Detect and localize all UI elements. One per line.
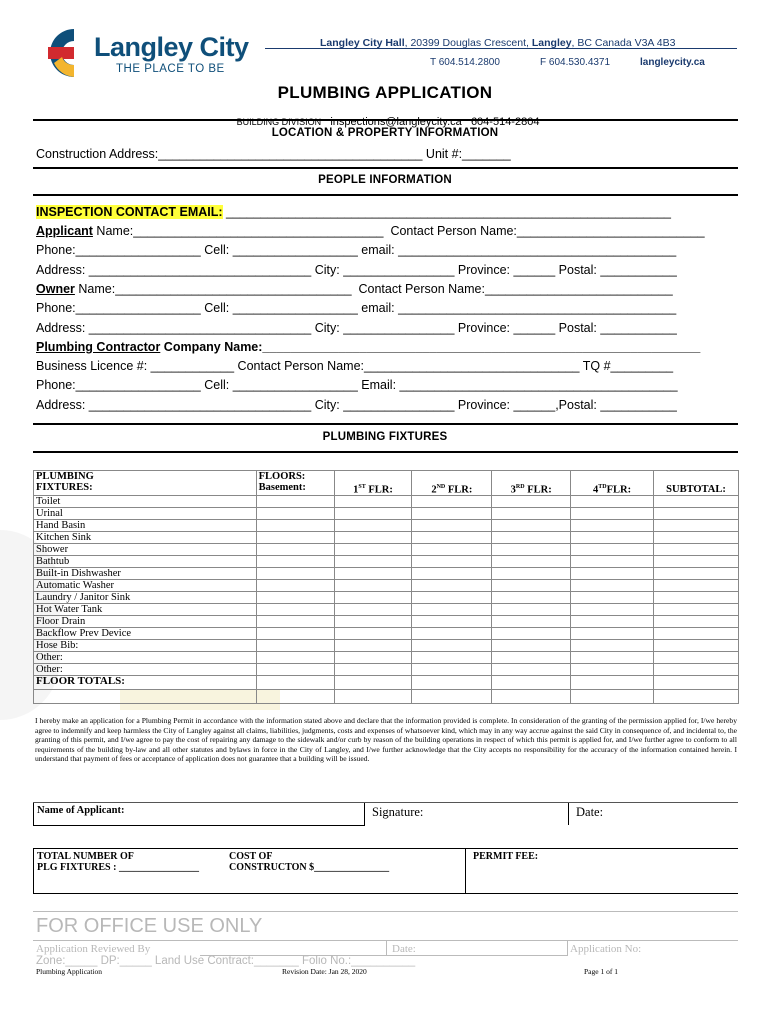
fixture-count-cell[interactable]: [571, 544, 654, 556]
fixture-count-cell[interactable]: [654, 604, 739, 616]
divider: [33, 911, 738, 912]
table-row: [34, 640, 739, 652]
signature-label: Signature:: [372, 805, 424, 819]
city-hall-address: Langley City Hall, 20399 Douglas Crescent, Langley, BC Canada V3A 4B3: [320, 37, 676, 49]
fixture-count-cell[interactable]: [492, 604, 571, 616]
fixture-count-cell[interactable]: [256, 592, 334, 604]
applicant-name-label: Name of Applicant:: [37, 805, 125, 816]
table-row: [34, 664, 739, 676]
fixture-count-cell[interactable]: [654, 652, 739, 664]
fixture-count-cell[interactable]: [334, 580, 412, 592]
fixture-count-cell[interactable]: [256, 640, 334, 652]
fixture-count-cell[interactable]: [492, 640, 571, 652]
total-cell[interactable]: [492, 676, 571, 690]
fixture-count-cell[interactable]: [412, 520, 492, 532]
fixture-label: Shower: [34, 544, 257, 556]
total-cell[interactable]: [334, 676, 412, 690]
subtitle: [0, 104, 770, 128]
fixture-count-cell[interactable]: [412, 604, 492, 616]
total-cell[interactable]: [256, 676, 334, 690]
fixture-count-cell[interactable]: [334, 640, 412, 652]
table-row: [34, 520, 739, 532]
office-date-input[interactable]: [386, 941, 568, 956]
fixture-count-cell[interactable]: [571, 580, 654, 592]
fixture-label: Backflow Prev Device: [34, 628, 257, 640]
fixture-count-cell[interactable]: [492, 568, 571, 580]
fixture-count-cell[interactable]: [654, 532, 739, 544]
fixture-count-cell[interactable]: [334, 496, 412, 508]
fixture-count-cell[interactable]: [492, 544, 571, 556]
total-cell[interactable]: [412, 676, 492, 690]
reviewed-by-input[interactable]: [200, 941, 386, 956]
fixture-count-cell[interactable]: [334, 652, 412, 664]
fixture-count-cell[interactable]: [571, 556, 654, 568]
fixture-label: Urinal: [34, 508, 257, 520]
fixture-count-cell[interactable]: [571, 520, 654, 532]
fixture-count-cell[interactable]: [571, 592, 654, 604]
fixture-count-cell[interactable]: [412, 532, 492, 544]
header-website[interactable]: langleycity.ca: [640, 57, 705, 68]
fixture-count-cell[interactable]: [492, 616, 571, 628]
fixture-label: Hot Water Tank: [34, 604, 257, 616]
fixture-count-cell[interactable]: [492, 664, 571, 676]
fixture-count-cell[interactable]: [412, 544, 492, 556]
fixture-count-cell[interactable]: [654, 544, 739, 556]
col-floor-4-header: $4^{TD}FLR$:: [571, 471, 654, 496]
fixture-count-cell[interactable]: [334, 628, 412, 640]
fixture-count-cell[interactable]: [334, 568, 412, 580]
signature-input[interactable]: [368, 803, 569, 825]
fixture-label: Kitchen Sink: [34, 532, 257, 544]
fixture-count-cell[interactable]: [492, 580, 571, 592]
fixture-count-cell[interactable]: [492, 508, 571, 520]
contractor-company-field[interactable]: Plumbing Contractor Company Name:_______________________________________________________________: [36, 340, 701, 354]
blank-cell: [571, 690, 654, 704]
fixture-count-cell[interactable]: [654, 496, 739, 508]
fixture-count-cell[interactable]: [334, 592, 412, 604]
total-fixtures-label[interactable]: TOTAL NUMBER OF PLG FIXTURES : ________________: [37, 851, 199, 873]
table-row: [34, 580, 739, 592]
fixture-count-cell[interactable]: [412, 616, 492, 628]
table-row: [34, 508, 739, 520]
section-location-title: LOCATION & PROPERTY INFORMATION: [271, 127, 499, 139]
table-header-row: [34, 471, 739, 496]
fixture-count-cell[interactable]: [256, 580, 334, 592]
applicant-address-field[interactable]: Address: ________________________________ City: ________________ Province: ______ Postal: ___________: [36, 263, 677, 277]
fixture-count-cell[interactable]: [654, 508, 739, 520]
fixture-label: Hose Bib:: [34, 640, 257, 652]
fixture-count-cell[interactable]: [654, 568, 739, 580]
fixture-count-cell[interactable]: [256, 616, 334, 628]
fixture-count-cell[interactable]: [256, 520, 334, 532]
fixture-count-cell[interactable]: [492, 532, 571, 544]
fixture-label: Built-in Dishwasher: [34, 568, 257, 580]
fixture-count-cell[interactable]: [492, 628, 571, 640]
applicant-name-field[interactable]: Applicant Name:____________________________________ Contact Person Name:___________________________: [36, 224, 705, 238]
owner-name-field[interactable]: Owner Name:__________________________________ Contact Person Name:___________________________: [36, 282, 673, 296]
fixture-count-cell[interactable]: [256, 544, 334, 556]
blank-cell: [654, 690, 739, 704]
logo-name: Langley City: [94, 32, 249, 62]
contractor-phone-field[interactable]: Phone:__________________ Cell: __________________ Email: ________________________________________: [36, 378, 678, 392]
blank-row: [34, 690, 739, 704]
blank-cell: [412, 690, 492, 704]
fixture-count-cell[interactable]: [334, 520, 412, 532]
section-people-title: PEOPLE INFORMATION: [318, 174, 452, 186]
header-phone: T 604.514.2800: [430, 57, 500, 68]
totals-divider: [465, 849, 466, 893]
construction-address-field[interactable]: Construction Address:______________________________________ Unit #:_______: [36, 147, 511, 161]
building-division: BUILDING DIVISION: [236, 117, 322, 127]
logo: [44, 27, 264, 77]
fixture-count-cell[interactable]: [571, 652, 654, 664]
floor-totals-label: FLOOR TOTALS:: [34, 676, 257, 690]
fixture-count-cell[interactable]: [256, 664, 334, 676]
col-basement-header: FLOORS: Basement:: [256, 471, 334, 496]
total-cell[interactable]: [654, 676, 739, 690]
table-row: [34, 532, 739, 544]
fixture-label: Automatic Washer: [34, 580, 257, 592]
header-fax: F 604.530.4371: [540, 57, 611, 68]
fixture-count-cell[interactable]: [654, 640, 739, 652]
division-email[interactable]: inspections@langleycity.ca: [330, 116, 462, 128]
fixture-label: Bathtub: [34, 556, 257, 568]
fixture-count-cell[interactable]: [412, 628, 492, 640]
fixture-count-cell[interactable]: [571, 616, 654, 628]
permit-fee-label[interactable]: PERMIT FEE:: [473, 851, 539, 862]
section-fixtures-title: PLUMBING FIXTURES: [322, 431, 448, 443]
zone-line[interactable]: Zone:_____ DP:_____ Land Use Contract:_______ Folio No.:__________: [36, 955, 416, 967]
fixture-count-cell[interactable]: [334, 604, 412, 616]
fixture-count-cell[interactable]: [256, 508, 334, 520]
fixture-count-cell[interactable]: [256, 604, 334, 616]
applicant-name-input[interactable]: [33, 803, 365, 826]
fixture-count-cell[interactable]: [654, 556, 739, 568]
fixture-count-cell[interactable]: [571, 568, 654, 580]
fixture-count-cell[interactable]: [256, 496, 334, 508]
col-floor-1-header: 1ST FLR:: [334, 471, 412, 496]
logo-tagline: THE PLACE TO BE: [116, 63, 225, 75]
fixture-label: Hand Basin: [34, 520, 257, 532]
total-cell[interactable]: [571, 676, 654, 690]
division-phone: 604-514-2804: [470, 116, 540, 128]
fixture-count-cell[interactable]: [412, 568, 492, 580]
totals-box-left-border: [33, 849, 34, 893]
fixture-count-cell[interactable]: [412, 496, 492, 508]
fixture-label: Other:: [34, 664, 257, 676]
fixture-label: Laundry / Janitor Sink: [34, 592, 257, 604]
application-no-label: Application No:: [570, 943, 642, 955]
blank-cell: [34, 690, 257, 704]
fixture-label: Floor Drain: [34, 616, 257, 628]
contractor-address-field[interactable]: Address: ________________________________ City: ________________ Province: ______,Postal: ___________: [36, 398, 677, 412]
fixture-count-cell[interactable]: [412, 556, 492, 568]
fixture-count-cell[interactable]: [256, 652, 334, 664]
fixture-count-cell[interactable]: [412, 592, 492, 604]
reviewed-by-label: Application Reviewed By: [36, 943, 151, 955]
fixture-count-cell[interactable]: [654, 628, 739, 640]
col-floor-3-header: 3RD FLR:: [492, 471, 571, 496]
fixture-count-cell[interactable]: [492, 520, 571, 532]
contractor-licence-field[interactable]: Business Licence #: ____________ Contact Person Name:_______________________________ TQ #_________: [36, 359, 674, 373]
fixture-count-cell[interactable]: [334, 544, 412, 556]
fixture-count-cell[interactable]: [571, 604, 654, 616]
fixture-count-cell[interactable]: [492, 592, 571, 604]
blank-cell: [492, 690, 571, 704]
owner-phone-field[interactable]: Phone:__________________ Cell: __________________ email: ________________________________________: [36, 301, 677, 315]
fixture-label: Toilet: [34, 496, 257, 508]
construction-cost-label[interactable]: COST OF CONSTRUCTON $_______________: [229, 851, 390, 873]
floor-totals-row: [34, 676, 739, 690]
col-floor-2-header: 2ND FLR:: [412, 471, 492, 496]
fixture-count-cell[interactable]: [654, 664, 739, 676]
table-row: [34, 652, 739, 664]
blank-cell: [334, 690, 412, 704]
owner-address-field[interactable]: Address: ________________________________ City: ________________ Province: ______ Postal: ___________: [36, 321, 677, 335]
fixture-count-cell[interactable]: [571, 532, 654, 544]
date-label: Date:: [576, 805, 604, 819]
fixture-count-cell[interactable]: [412, 652, 492, 664]
fixture-label: Other:: [34, 652, 257, 664]
inspection-email-field[interactable]: INSPECTION CONTACT EMAIL: ________________________________________________________________: [36, 205, 671, 219]
table-row: [34, 604, 739, 616]
fixture-count-cell[interactable]: [256, 568, 334, 580]
date-input[interactable]: [572, 803, 738, 825]
footer-right: Page 1 of 1: [584, 967, 618, 976]
divider: [33, 451, 738, 453]
footer-center: Revision Date: Jan 28, 2020: [282, 967, 367, 976]
fixture-count-cell[interactable]: [571, 664, 654, 676]
fixture-count-cell[interactable]: [412, 580, 492, 592]
table-row: [34, 544, 739, 556]
divider: [33, 119, 738, 121]
fixture-count-cell[interactable]: [334, 556, 412, 568]
fixture-count-cell[interactable]: [412, 664, 492, 676]
fixture-count-cell[interactable]: [256, 556, 334, 568]
fixture-count-cell[interactable]: [492, 556, 571, 568]
office-date-label: Date:: [392, 943, 416, 955]
divider: [33, 194, 738, 196]
fixture-count-cell[interactable]: [571, 628, 654, 640]
office-use-title: FOR OFFICE USE ONLY: [36, 915, 263, 937]
fixture-count-cell[interactable]: [654, 520, 739, 532]
col-subtotal-header: SUBTOTAL:: [654, 471, 739, 496]
fixture-count-cell[interactable]: [654, 592, 739, 604]
fixture-count-cell[interactable]: [334, 508, 412, 520]
footer-left: Plumbing Application: [36, 967, 103, 976]
table-row: [34, 616, 739, 628]
fixture-count-cell[interactable]: [571, 508, 654, 520]
divider: [33, 423, 738, 425]
fixtures-table: [33, 470, 739, 704]
fixture-count-cell[interactable]: [334, 616, 412, 628]
table-row: [34, 556, 739, 568]
fixture-count-cell[interactable]: [334, 532, 412, 544]
fixture-count-cell[interactable]: [492, 652, 571, 664]
table-row: [34, 568, 739, 580]
blank-cell: [256, 690, 334, 704]
fixture-count-cell[interactable]: [412, 640, 492, 652]
fixture-count-cell[interactable]: [256, 628, 334, 640]
fixture-count-cell[interactable]: [571, 640, 654, 652]
fixture-count-cell[interactable]: [334, 664, 412, 676]
table-row: [34, 592, 739, 604]
divider: [33, 167, 738, 169]
col-fixtures-header: PLUMBING FIXTURES:: [34, 471, 257, 496]
fixture-count-cell[interactable]: [492, 496, 571, 508]
fixture-count-cell[interactable]: [654, 580, 739, 592]
fixture-count-cell[interactable]: [654, 616, 739, 628]
applicant-phone-field[interactable]: Phone:__________________ Cell: __________________ email: ________________________________________: [36, 243, 677, 257]
fixture-count-cell[interactable]: [571, 496, 654, 508]
table-row: [34, 628, 739, 640]
fixture-count-cell[interactable]: [412, 508, 492, 520]
page-title: PLUMBING APPLICATION: [277, 83, 493, 102]
table-row: [34, 496, 739, 508]
fixture-count-cell[interactable]: [256, 532, 334, 544]
declaration-text: I hereby make an application for a Plumbing Permit in accordance with the information stated above and declare that the information provided is complete. In consideration of the granting of the permission applied for, I/we hereby agree to indemnify and keep harmless the City of Langley against all claims, liabilities, judgments, costs and expenses of whatsoever kind, which may in any way accrue against the said City in consequence of, and incidental to, the granting of this permit, and I/we agree to pay the cost of repairing any damage to the sidewalk and/or curb by reason of the building operations in respect of which this permit is applied for, and I/we further agree to conform to all requirements of the building by-law and all other statutes and bylaws in force in the City of Langley, and I/we further acknowledge that the City accepts no responsibility for the accuracy of the information contained herein. I understand that payment of fees or acceptance of application does not guarantee that a building will be issued.: [35, 716, 738, 764]
